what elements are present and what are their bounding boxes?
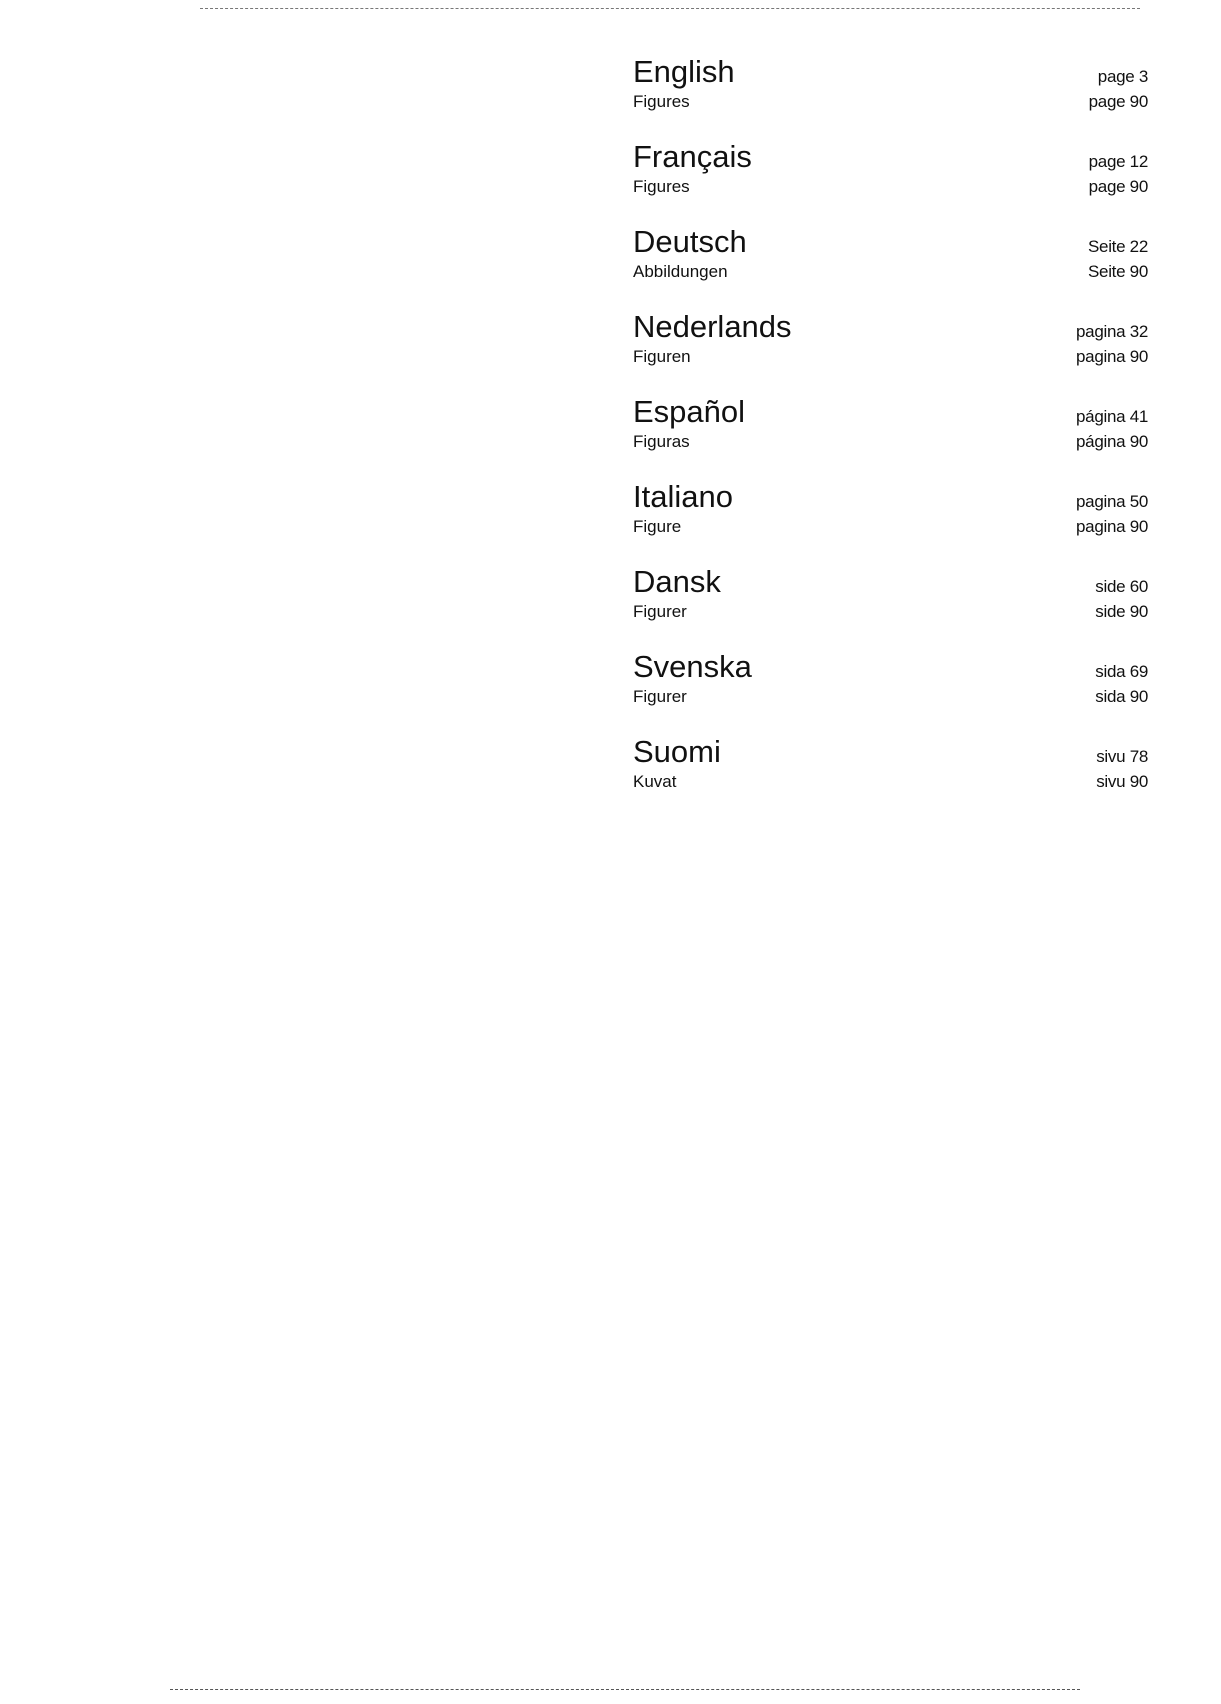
language-page-ref: sida 69 (1095, 662, 1148, 681)
toc-entry-deutsch (633, 222, 1148, 307)
language-page-ref: pagina 32 (1076, 322, 1148, 341)
language-page-ref: page 3 (1097, 67, 1148, 86)
toc-entry-svenska (633, 647, 1148, 732)
figures-label[interactable]: Figures (633, 92, 690, 111)
language-page-ref: página 41 (1076, 407, 1148, 426)
figures-page-ref: sivu 90 (1096, 772, 1148, 791)
scan-edge-top (200, 8, 1140, 9)
figures-page-ref: pagina 90 (1076, 347, 1148, 366)
figures-page-ref: Seite 90 (1088, 262, 1148, 281)
figures-label[interactable]: Figuren (633, 347, 691, 366)
toc-entry-english (633, 52, 1148, 137)
language-title[interactable]: English (633, 54, 735, 89)
figures-label[interactable]: Abbildungen (633, 262, 728, 281)
figures-page-ref: page 90 (1088, 92, 1148, 111)
table-of-contents (633, 52, 1148, 817)
figures-page-ref: side 90 (1095, 602, 1148, 621)
language-page-ref: pagina 50 (1076, 492, 1148, 511)
toc-entry-italiano (633, 477, 1148, 562)
language-title[interactable]: Nederlands (633, 309, 792, 344)
language-title[interactable]: Italiano (633, 479, 733, 514)
toc-entry-suomi (633, 732, 1148, 817)
language-title[interactable]: Deutsch (633, 224, 747, 259)
figures-page-ref: pagina 90 (1076, 517, 1148, 536)
toc-entry-espanol (633, 392, 1148, 477)
scan-edge-bottom (170, 1689, 1080, 1690)
language-page-ref: page 12 (1088, 152, 1148, 171)
toc-entry-francais (633, 137, 1148, 222)
language-title[interactable]: Suomi (633, 734, 721, 769)
language-page-ref: Seite 22 (1088, 237, 1148, 256)
language-title[interactable]: Español (633, 394, 746, 429)
figures-page-ref: sida 90 (1095, 687, 1148, 706)
language-page-ref: sivu 78 (1096, 747, 1148, 766)
figures-label[interactable]: Figurer (633, 602, 687, 621)
language-title[interactable]: Dansk (633, 564, 721, 599)
toc-entry-nederlands (633, 307, 1148, 392)
language-title[interactable]: Français (633, 139, 752, 174)
figures-label[interactable]: Kuvat (633, 772, 677, 791)
figures-label[interactable]: Figures (633, 177, 690, 196)
figures-label[interactable]: Figure (633, 517, 682, 536)
figures-label[interactable]: Figuras (633, 432, 690, 451)
language-page-ref: side 60 (1095, 577, 1148, 596)
figures-page-ref: página 90 (1076, 432, 1148, 451)
toc-entry-dansk (633, 562, 1148, 647)
language-title[interactable]: Svenska (633, 649, 752, 684)
figures-label[interactable]: Figurer (633, 687, 687, 706)
figures-page-ref: page 90 (1088, 177, 1148, 196)
